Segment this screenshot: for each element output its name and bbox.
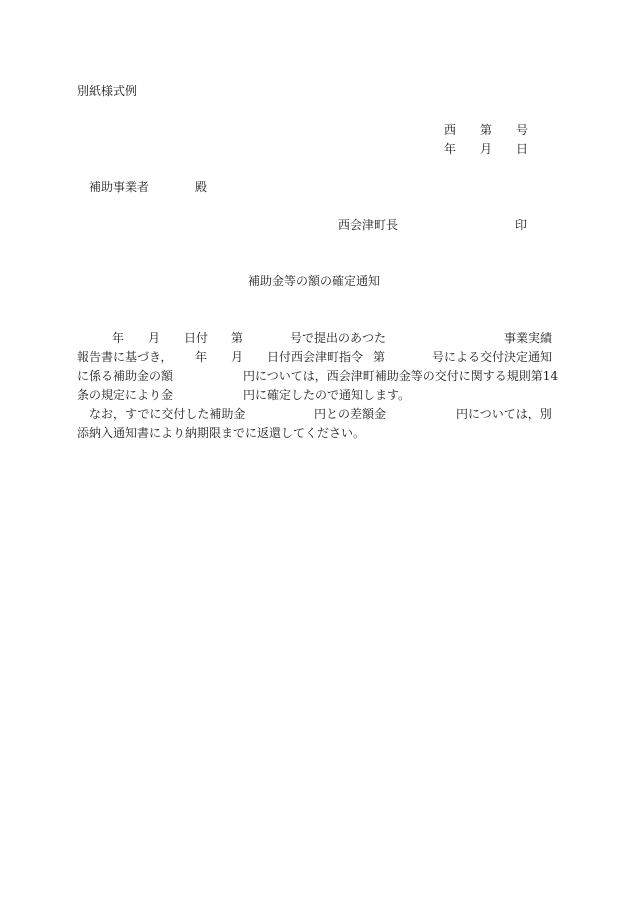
body-line-3 [77, 369, 567, 383]
body-year: 年 [112, 331, 125, 345]
header-number-prefix: 第 [480, 123, 493, 137]
addressee-name: 補助事業者 [89, 180, 150, 194]
sender-name: 西会津町長 [338, 218, 399, 232]
seal-mark: 印 [515, 218, 528, 232]
body-return-instruction: 添納入通知書により納期限までに返還してください。 [77, 426, 366, 440]
body-article: 条の規定により金 [77, 388, 174, 402]
body-line-4 [77, 388, 567, 402]
body-difference: 円との差額金 [314, 407, 387, 421]
body-line-5 [77, 407, 567, 421]
header-month: 月 [480, 142, 493, 156]
body-month: 月 [148, 331, 161, 345]
body-line-1 [77, 331, 567, 345]
header-west: 西 [444, 123, 457, 137]
body-grant-amount: に係る補助金の額 [77, 369, 174, 383]
form-label: 別紙様式例 [77, 84, 138, 98]
addressee-honorific: 殿 [195, 180, 208, 194]
body-regulation: 円については，西会津町補助金等の交付に関する規則第14 [243, 369, 559, 383]
body-submitted: 号で提出のあつた [290, 331, 387, 345]
body-line-6 [77, 426, 567, 440]
body-grant-decision: 号による交付決定通知 [432, 350, 553, 364]
body-separate: 円については，別 [456, 407, 552, 421]
body-already-paid: なお，すでに交付した補助金 [89, 407, 246, 421]
body-line-2 [77, 350, 567, 364]
header-day: 日 [516, 142, 529, 156]
body-no-2: 第 [373, 350, 386, 364]
body-directive: 日付西会津町指令 [267, 350, 364, 364]
header-year: 年 [444, 142, 457, 156]
body-year-2: 年 [195, 350, 208, 364]
body-day: 日付 [184, 331, 209, 345]
document-title: 補助金等の額の確定通知 [248, 274, 381, 288]
header-number-suffix: 号 [516, 123, 529, 137]
body-no: 第 [231, 331, 244, 345]
body-confirmed: 円に確定したので通知します。 [243, 388, 411, 402]
body-month-2: 月 [231, 350, 244, 364]
body-results: 事業実績 [504, 331, 553, 345]
body-based-on: 報告書に基づき， [77, 350, 173, 364]
